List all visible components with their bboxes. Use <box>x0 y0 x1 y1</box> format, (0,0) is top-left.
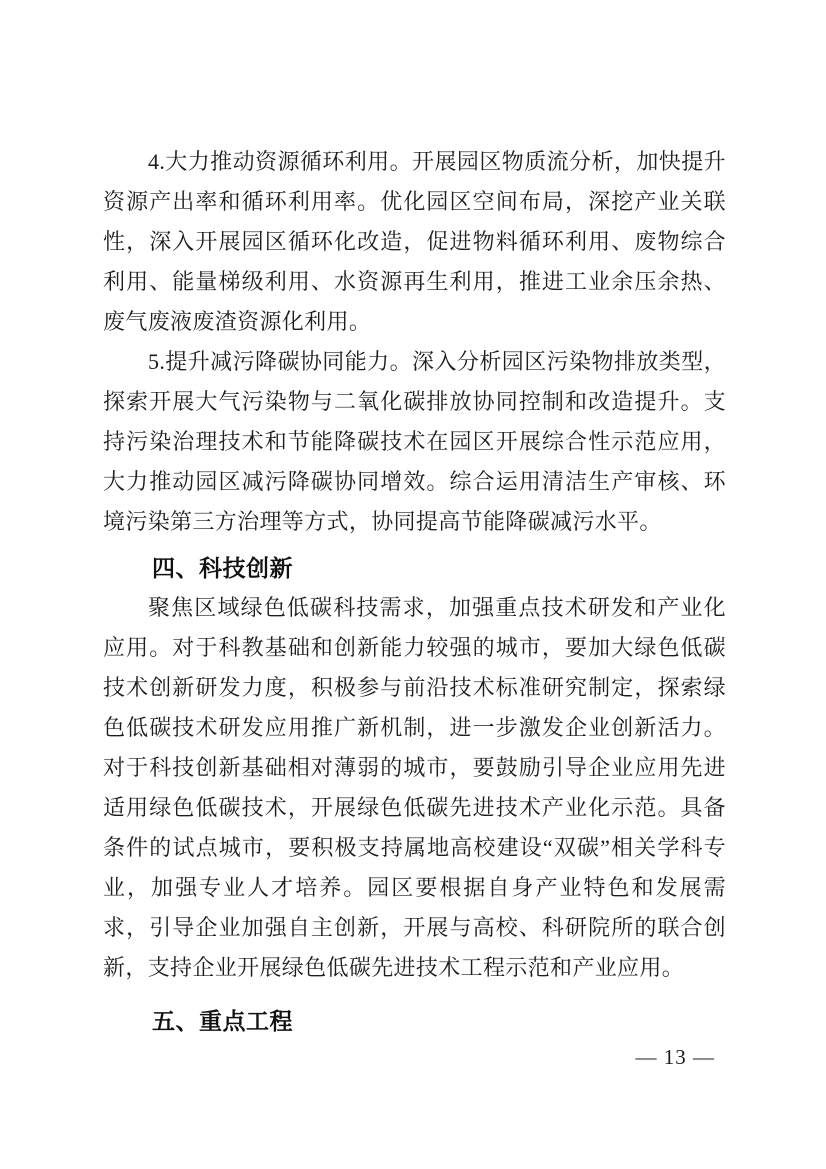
page-number: — 13 — <box>635 1045 715 1069</box>
section-heading-tech-innovation: 四、科技创新 <box>152 555 293 581</box>
paragraph-pollution-carbon-synergy-lead: 5.提升减污降碳协同能力。 <box>148 349 413 374</box>
paragraph-pollution-carbon-synergy-text: 深入分析园区污染物排放类型，探索开展大气污染物与二氧化碳排放协同控制和改造提升。支持污染治理技术和节能降碳技术在园区开展综合性示范应用，大力推动园区减污降碳协同增效。综合运用清洁生产审核、环境污染第三方治理等方式，协同提高节能降碳减污水平。 <box>103 349 726 534</box>
paragraph-pollution-carbon-synergy <box>103 342 726 542</box>
paragraph-resource-recycling-lead: 4.大力推动资源循环利用。 <box>148 149 413 174</box>
paragraph-resource-recycling-text: 开展园区物质流分析，加快提升资源产出率和循环利用率。优化园区空间布局，深挖产业关联性，深入开展园区循环化改造，促进物料循环利用、废物综合利用、能量梯级利用、水资源再生利用，推进工业余压余热、废气废液废渣资源化利用。 <box>103 149 726 334</box>
paragraph-tech-innovation-text: 聚焦区域绿色低碳科技需求，加强重点技术研发和产业化应用。对于科教基础和创新能力较强的城市，要加大绿色低碳技术创新研发力度，积极参与前沿技术标准研究制定，探索绿色低碳技术研发应用推广新机制，进一步激发企业创新活力。对于科技创新基础相对薄弱的城市，要鼓励引导企业应用先进适用绿色低碳技术，开展绿色低碳先进技术产业化示范。具备条件的试点城市，要积极支持属地高校建设“双碳”相关学科专业，加强专业人才培养。园区要根据自身产业特色和发展需求，引导企业加强自主创新，开展与高校、科研院所的联合创新，支持企业开展绿色低碳先进技术工程示范和产业应用。 <box>103 595 726 980</box>
paragraph-tech-innovation <box>103 588 726 988</box>
section-heading-key-projects: 五、重点工程 <box>152 1008 293 1034</box>
paragraph-resource-recycling <box>103 142 726 342</box>
document-body <box>103 142 726 1041</box>
